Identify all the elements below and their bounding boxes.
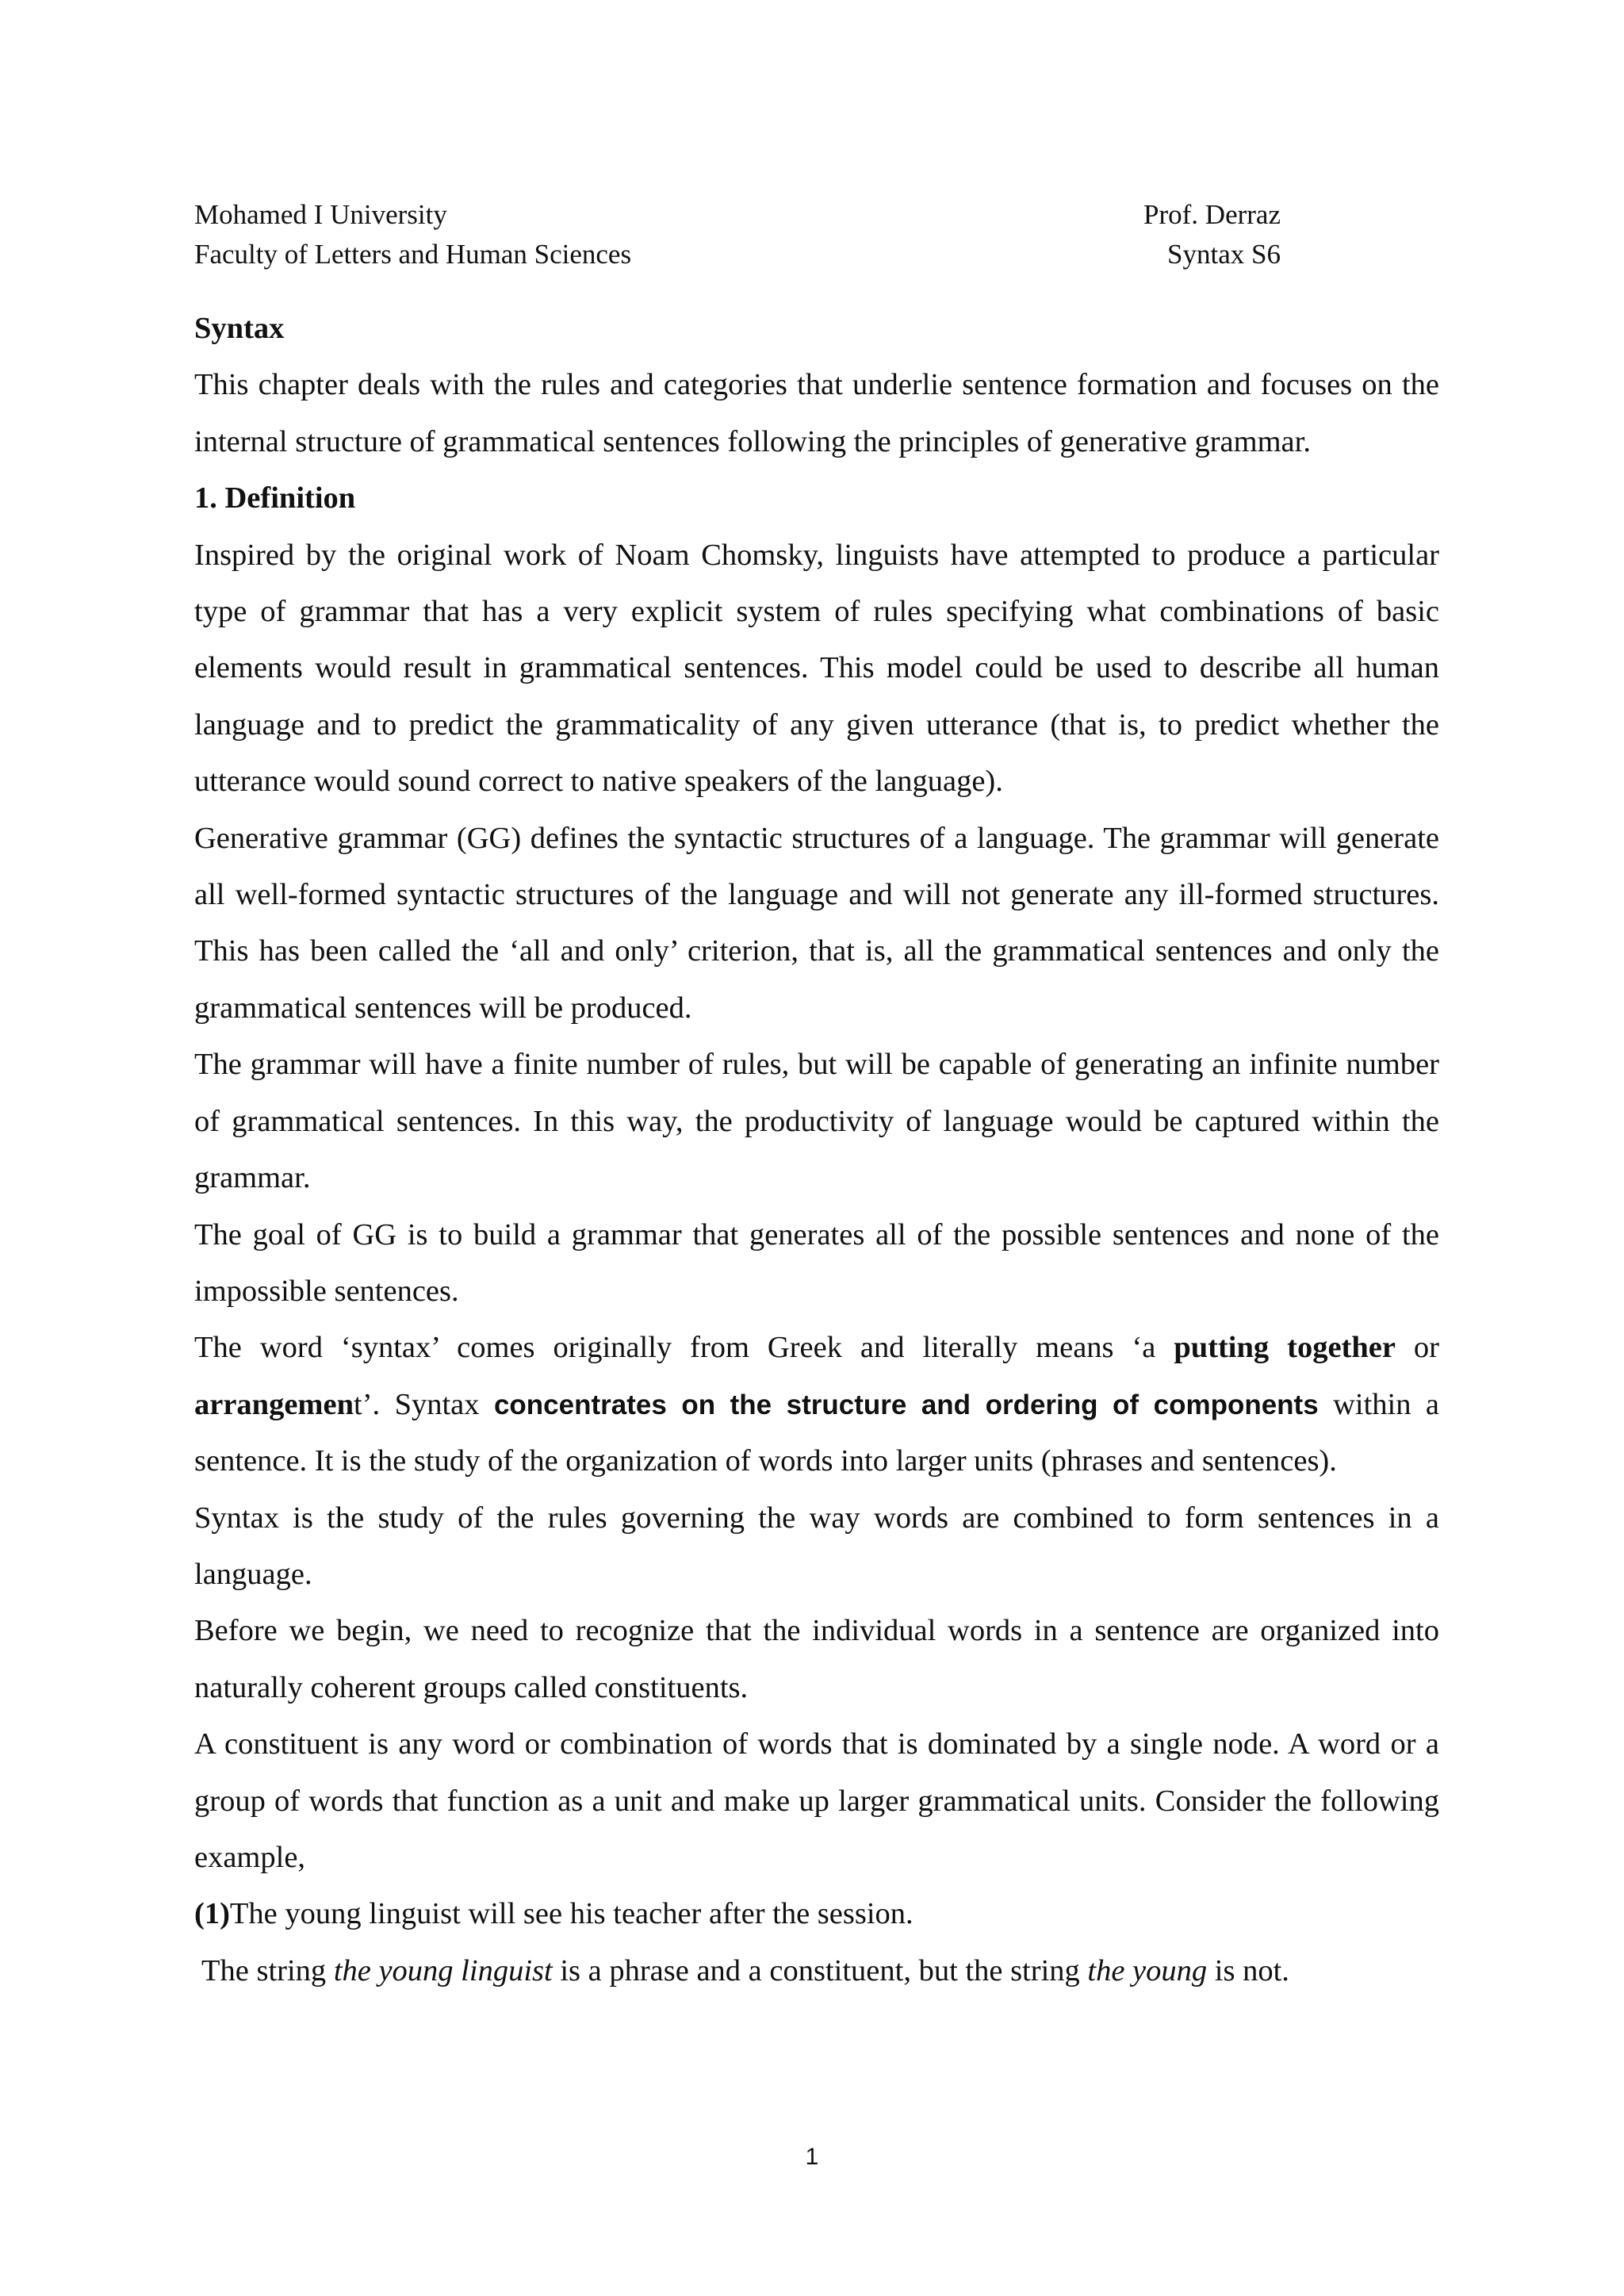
syntax-word-paragraph <box>194 1320 1439 1489</box>
header-row-1 <box>194 195 1281 235</box>
paragraph: Syntax is the study of the rules governing the way words are combined to form sentences in a language. <box>194 1501 1439 1591</box>
bold-term-arrangement: arrangemen <box>194 1387 354 1421</box>
bold-term-putting-together: putting together <box>1174 1331 1396 1365</box>
document-title: Syntax <box>194 312 285 345</box>
example-sentence <box>194 1886 1439 1942</box>
text-run: within a sentence. It is the study of the organization of words into larger units (phrases and sentences). <box>194 1387 1440 1478</box>
course-name: Syntax S6 <box>1167 239 1281 270</box>
text-run: is not. <box>1207 1953 1289 1987</box>
section-heading-definition: 1. Definition <box>194 481 356 516</box>
intro-paragraph: This chapter deals with the rules and categories that underlie sentence formation and focuses on the internal structure of grammatical sentences following the principles of generative grammar. <box>194 368 1439 458</box>
example-text: The young linguist will see his teacher after the session. <box>229 1897 914 1931</box>
text-run: or <box>1395 1331 1439 1365</box>
example-number: (1) <box>194 1897 230 1931</box>
university-name: Mohamed I University <box>194 199 447 230</box>
paragraph: The goal of GG is to build a grammar that generates all of the possible sentences and none of the impossible sentences. <box>194 1217 1439 1308</box>
header-row-2 <box>194 235 1281 274</box>
paragraph: A constituent is any word or combination of words that is dominated by a single node. A word or a group of words that function as a unit and make up larger grammatical units. Consider the following example, <box>194 1727 1439 1874</box>
paragraph: Generative grammar (GG) defines the syntactic structures of a language. The grammar will generate all well-formed syntactic structures of the language and will not generate any ill-formed structures. This has been called the ‘all and only’ criterion, that is, all the grammatical sentences and only the grammatical sentences will be produced. <box>194 821 1439 1025</box>
text-run: The word ‘syntax’ comes originally from Greek and literally means ‘a <box>194 1331 1174 1365</box>
paragraph: The grammar will have a finite number of rules, but will be capable of generating an infinite number of grammatical sentences. In this way, the productivity of language would be captured within the grammar. <box>194 1048 1439 1195</box>
italic-phrase: the young <box>1087 1953 1208 1987</box>
italic-phrase: the young linguist <box>333 1953 553 1987</box>
text-run: is a phrase and a constituent, but the string <box>552 1953 1088 1987</box>
document-body <box>194 301 1439 1999</box>
paragraph: Before we begin, we need to recognize that the individual words in a sentence are organized into naturally coherent groups called constituents. <box>194 1614 1439 1704</box>
page-number: 1 <box>805 2144 819 2170</box>
professor-name: Prof. Derraz <box>1143 199 1281 230</box>
bold-phrase-structure-ordering: concentrates on the structure and ordering of components <box>493 1389 1319 1420</box>
final-paragraph <box>194 1943 1439 1999</box>
faculty-name: Faculty of Letters and Human Sciences <box>194 239 632 270</box>
text-run: t’. Syntax <box>354 1387 494 1421</box>
document-page <box>194 0 1439 2296</box>
text-run: The string <box>201 1953 334 1987</box>
page-header <box>194 195 1281 274</box>
paragraph: Inspired by the original work of Noam Chomsky, linguists have attempted to produce a particular type of grammar that has a very explicit system of rules specifying what combinations of basic elements would result in grammatical sentences. This model could be used to describe all human language and to predict the grammaticality of any given utterance (that is, to predict whether the utterance would sound correct to native speakers of the language). <box>194 538 1439 799</box>
